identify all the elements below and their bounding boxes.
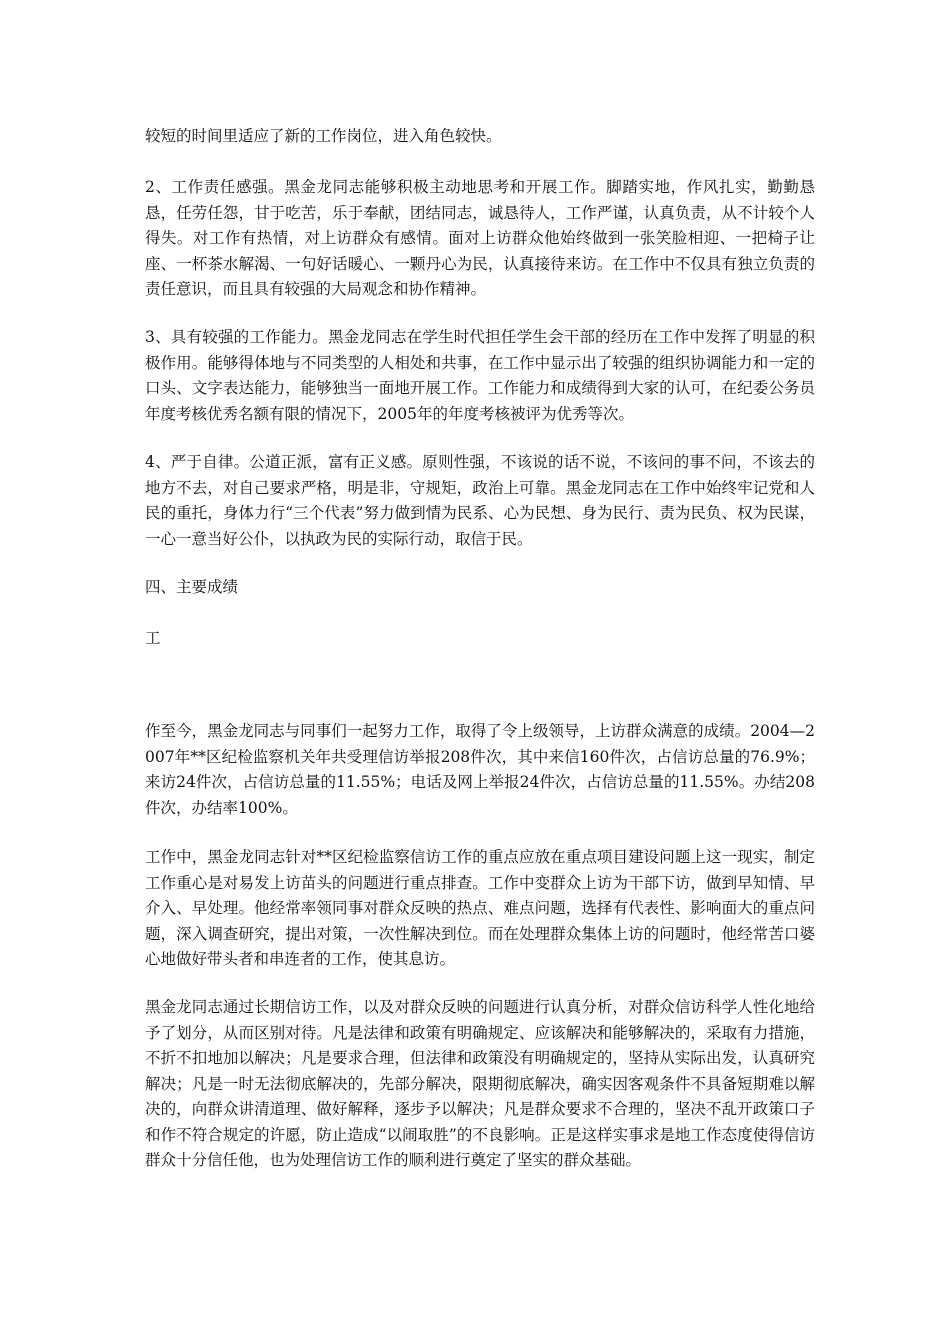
paragraph-achievements-statistics: 作至今，黑金龙同志与同事们一起努力工作，取得了令上级领导，上访群众满意的成绩。2004—2007年**区纪检监察机关年共受理信访举报208件次，其中来信160件次，占信访总量的76.9%；来访24件次，占信访总量的11.55%；电话及网上举报24件次，占信访总量的11.55%。办结208件次，办结率100%。: [145, 722, 815, 817]
paragraph-point-2-responsibility: 2、工作责任感强。黑金龙同志能够积极主动地思考和开展工作。脚踏实地，作风扎实，勤勤恳恳，任劳任怨，甘于吃苦，乐于奉献，团结同志，诚恳待人，工作严谨，认真负责，从不计较个人得失。对工作有热情，对上访群众有感情。面对上访群众他始终做到一张笑脸相迎、一把椅子让座、一杯茶水解渴、一句好话暖心、一颗丹心为民，认真接待来访。在工作中不仅具有独立负责的责任意识，而且具有较强的大局观念和协作精神。: [145, 178, 815, 298]
paragraph-work-focus: 工作中，黑金龙同志针对**区纪检监察信访工作的重点应放在重点项目建设问题上这一现实，制定工作重心是对易发上访苗头的问题进行重点排查。工作中变群众上访为干部下访，做到早知情、早介入、早处理。他经常率领同事对群众反映的热点、难点问题，选择有代表性、影响面大的重点问题，深入调查研究，提出对策，一次性解决到位。而在处理群众集体上访的问题时，他经常苦口婆心地做好带头者和串连者的工作，使其息访。: [145, 848, 815, 968]
paragraph-intro-continuation: 较短的时间里适应了新的工作岗位，进入角色较快。: [145, 127, 502, 145]
paragraph-petition-handling: 黑金龙同志通过长期信访工作，以及对群众反映的问题进行认真分析，对群众信访科学人性化地给予了划分，从而区别对待。凡是法律和政策有明确规定、应该解决和能够解决的，采取有力措施，不折不扣地加以解决；凡是要求合理，但法律和政策没有明确规定的，坚持从实际出发，认真研究解决；凡是一时无法彻底解决的，先部分解决，限期彻底解决，确实因客观条件不具备短期难以解决的，向群众讲清道理、做好解释，逐步予以解决；凡是群众要求不合理的，坚决不乱开政策口子和作不符合规定的许愿，防止造成“以闹取胜”的不良影响。正是这样实事求是地工作态度使得信访群众十分信任他，也为处理信访工作的顺利进行奠定了坚实的群众基础。: [145, 998, 815, 1169]
section-heading-main-achievements: 四、主要成绩: [145, 578, 239, 596]
paragraph-fragment: 工: [145, 629, 161, 647]
paragraph-point-4-self-discipline: 4、严于自律。公道正派，富有正义感。原则性强，不该说的话不说，不该问的事不问，不该去的地方不去，对自己要求严格，明是非，守规矩，政治上可靠。黑金龙同志在工作中始终牢记党和人民的重托，身体力行“三个代表”努力做到情为民系、心为民想、身为民行、责为民负、权为民谋，一心一意当好公仆，以执政为民的实际行动，取信于民。: [145, 453, 815, 548]
paragraph-point-3-ability: 3、具有较强的工作能力。黑金龙同志在学生时代担任学生会干部的经历在工作中发挥了明显的积极作用。能够得体地与不同类型的人相处和共事，在工作中显示出了较强的组织协调能力和一定的口头、文字表达能力，能够独当一面地开展工作。工作能力和成绩得到大家的认可，在纪委公务员年度考核优秀名额有限的情况下，2005年的年度考核被评为优秀等次。: [145, 328, 815, 423]
